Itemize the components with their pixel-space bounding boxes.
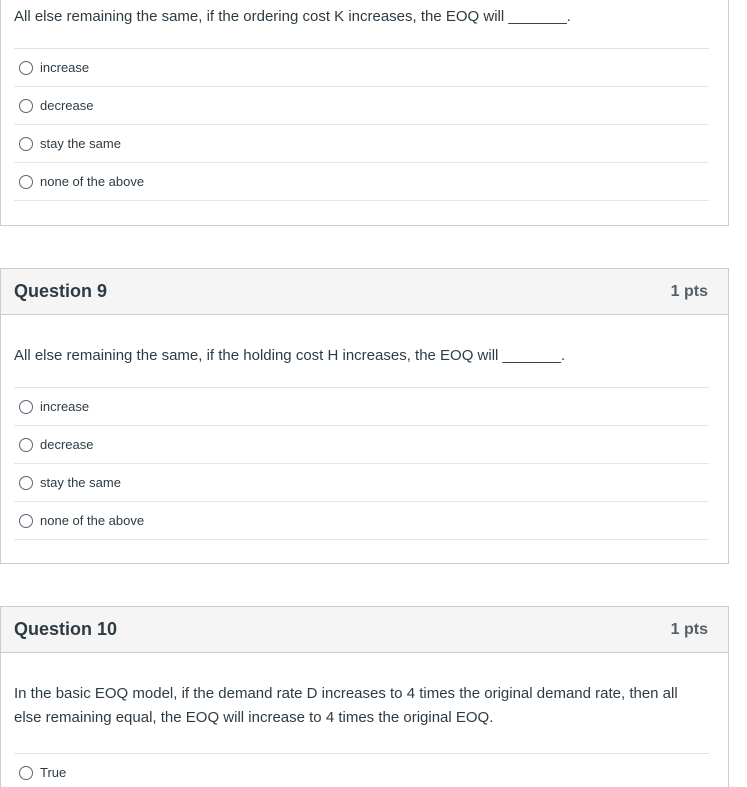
question-10-text: In the basic EOQ model, if the demand rate D increases to 4 times the original demand rate, then all else remaining equal, the EOQ will increase to 4 times the original EOQ. <box>14 685 678 726</box>
answer-option[interactable] <box>14 754 709 787</box>
answer-label[interactable]: none of the above <box>40 513 145 528</box>
answer-option[interactable] <box>14 502 709 540</box>
answer-option[interactable] <box>14 464 709 502</box>
question-points: 1 pts <box>670 620 708 638</box>
question-10-answers <box>14 753 709 787</box>
question-9-header <box>1 269 728 315</box>
answer-label[interactable]: increase <box>40 60 90 75</box>
radio-button[interactable] <box>19 766 33 780</box>
question-10-card <box>0 606 729 787</box>
question-title: Question 9 <box>14 281 108 301</box>
answer-label[interactable]: decrease <box>40 98 94 113</box>
question-9-card <box>0 268 729 564</box>
radio-button[interactable] <box>19 476 33 490</box>
answer-label[interactable]: none of the above <box>40 174 145 189</box>
question-8-card <box>0 0 729 226</box>
radio-button[interactable] <box>19 137 33 151</box>
question-8-answers <box>14 48 709 201</box>
question-8-text: All else remaining the same, if the ordering cost K increases, the EOQ will _______. <box>14 8 571 25</box>
radio-button[interactable] <box>19 99 33 113</box>
radio-button[interactable] <box>19 514 33 528</box>
question-10-header <box>1 607 728 653</box>
question-9-answers <box>14 387 709 540</box>
radio-button[interactable] <box>19 175 33 189</box>
answer-option[interactable] <box>14 163 709 201</box>
radio-button[interactable] <box>19 438 33 452</box>
radio-button[interactable] <box>19 400 33 414</box>
question-points: 1 pts <box>670 282 708 300</box>
answer-label[interactable]: decrease <box>40 437 94 452</box>
answer-label[interactable]: stay the same <box>40 136 121 151</box>
answer-option[interactable] <box>14 388 709 426</box>
answer-option[interactable] <box>14 426 709 464</box>
answer-option[interactable] <box>14 125 709 163</box>
answer-label[interactable]: increase <box>40 399 90 414</box>
radio-button[interactable] <box>19 61 33 75</box>
answer-option[interactable] <box>14 49 709 87</box>
question-9-text: All else remaining the same, if the holding cost H increases, the EOQ will _______. <box>14 347 566 364</box>
answer-label[interactable]: True <box>40 765 67 780</box>
answer-option[interactable] <box>14 87 709 125</box>
question-title: Question 10 <box>14 619 118 639</box>
answer-label[interactable]: stay the same <box>40 475 121 490</box>
